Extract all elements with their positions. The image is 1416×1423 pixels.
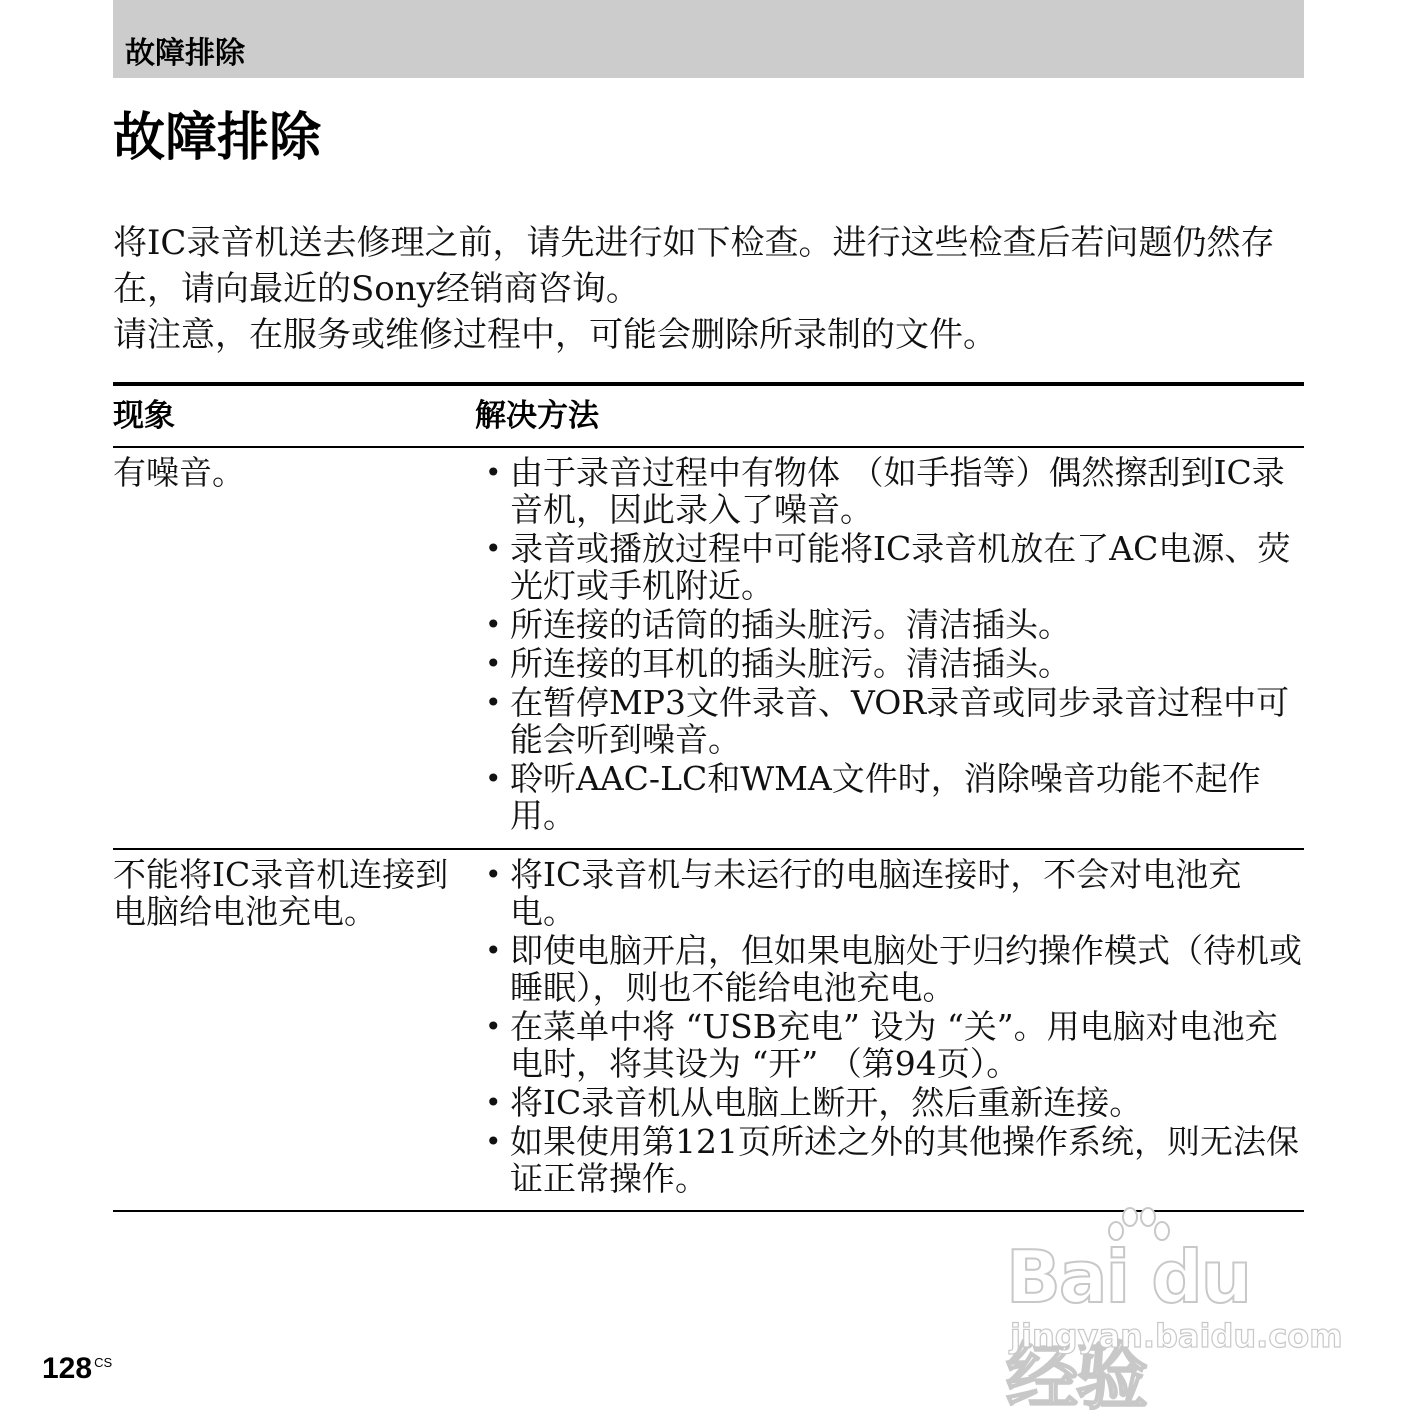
bullet-icon: • xyxy=(485,762,502,795)
solution-text: 如果使用第121页所述之外的其他操作系统，则无法保证正常操作。 xyxy=(510,1122,1299,1198)
solution-list xyxy=(485,454,1304,834)
baidu-watermark xyxy=(1006,1205,1343,1419)
bullet-icon: • xyxy=(485,647,502,680)
solution-text: 所连接的话筒的插头脏污。清洁插头。 xyxy=(510,605,1071,644)
bullet-icon: • xyxy=(485,456,502,489)
watermark-brand: Bai du 经验 xyxy=(1006,1235,1251,1419)
section-title: 故障排除 xyxy=(125,36,245,71)
section-header-bar xyxy=(113,0,1304,78)
solution-text: 所连接的耳机的插头脏污。清洁插头。 xyxy=(510,644,1071,683)
bullet-icon: • xyxy=(485,1010,502,1043)
intro-text xyxy=(113,220,1304,358)
solution-text: 聆听AAC-LC和WMA文件时，消除噪音功能不起作用。 xyxy=(510,759,1261,835)
solution-cell xyxy=(485,856,1304,1210)
column-header-symptom: 现象 xyxy=(113,398,175,434)
solution-item xyxy=(485,1008,1304,1082)
solution-item xyxy=(485,606,1304,643)
solution-text: 在暂停MP3文件录音、VOR录音或同步录音过程中可能会听到噪音。 xyxy=(510,683,1290,759)
solution-text: 录音或播放过程中可能将IC录音机放在了AC电源、荧光灯或手机附近。 xyxy=(510,529,1291,605)
solution-item xyxy=(485,1123,1304,1197)
page-number-value: 128 xyxy=(42,1352,93,1385)
solution-text: 在菜单中将 “USB充电” 设为 “关”。用电脑对电池充电时，将其设为 “开” （第94页）。 xyxy=(510,1007,1278,1083)
table-row xyxy=(113,448,1304,850)
symptom-cell: 不能将IC录音机连接到电脑给电池充电。 xyxy=(113,855,449,931)
solution-item xyxy=(485,1084,1304,1121)
solution-text: 即使电脑开启，但如果电脑处于归约操作模式（待机或睡眠），则也不能给电池充电。 xyxy=(510,931,1302,1007)
solution-item xyxy=(485,932,1304,1006)
page-title: 故障排除 xyxy=(113,108,322,168)
bullet-icon: • xyxy=(485,686,502,719)
solution-text: 将IC录音机从电脑上断开，然后重新连接。 xyxy=(510,1083,1143,1122)
troubleshooting-table xyxy=(113,382,1304,1212)
column-header-solution: 解决方法 xyxy=(475,398,599,434)
solution-item xyxy=(485,530,1304,604)
solution-item xyxy=(485,684,1304,758)
bullet-icon: • xyxy=(485,1125,502,1158)
solution-item xyxy=(485,760,1304,834)
bullet-icon: • xyxy=(485,608,502,641)
intro-paragraph-2: 请注意，在服务或维修过程中，可能会删除所录制的文件。 xyxy=(113,315,997,355)
solution-item xyxy=(485,856,1304,930)
symptom-cell: 有噪音。 xyxy=(113,453,245,492)
solution-text: 由于录音过程中有物体 （如手指等）偶然擦刮到IC录音机，因此录入了噪音。 xyxy=(510,453,1285,529)
watermark-url: jingyan.baidu.com xyxy=(1010,1317,1343,1355)
page-number xyxy=(42,1345,112,1387)
bullet-icon: • xyxy=(485,1086,502,1119)
table-header xyxy=(113,386,1304,448)
page-language-suffix: CS xyxy=(94,1355,113,1370)
solution-item xyxy=(485,645,1304,682)
intro-paragraph-1: 将IC录音机送去修理之前，请先进行如下检查。进行这些检查后若问题仍然存在，请向最近的Sony经销商咨询。 xyxy=(113,223,1275,309)
solution-cell xyxy=(485,454,1304,848)
bullet-icon: • xyxy=(485,532,502,565)
solution-list xyxy=(485,856,1304,1197)
bullet-icon: • xyxy=(485,934,502,967)
solution-text: 将IC录音机与未运行的电脑连接时，不会对电池充电。 xyxy=(510,855,1242,931)
bullet-icon: • xyxy=(485,858,502,891)
table-row xyxy=(113,850,1304,1212)
solution-item xyxy=(485,454,1304,528)
